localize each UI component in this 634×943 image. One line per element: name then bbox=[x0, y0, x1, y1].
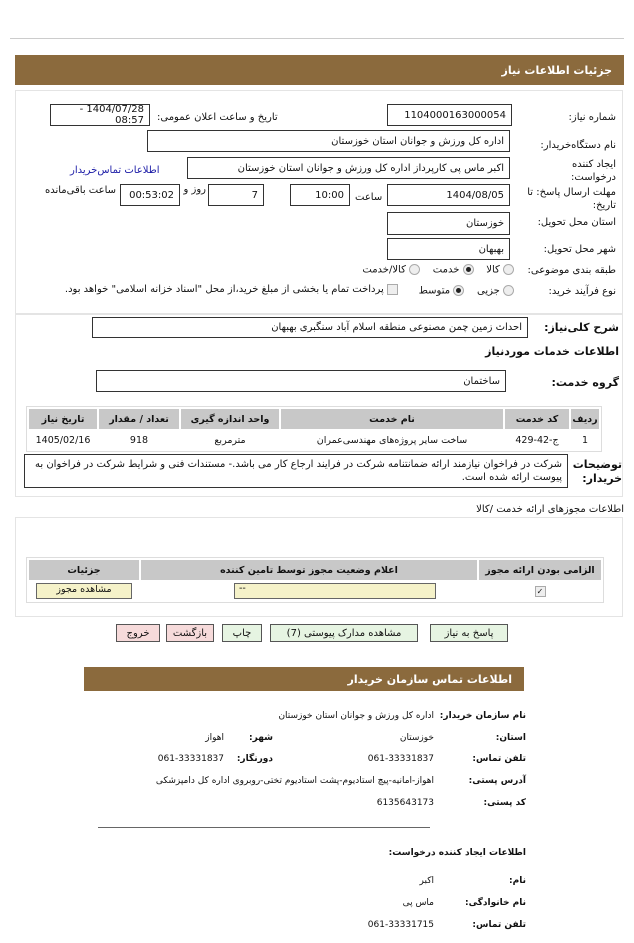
group-field: ساختمان bbox=[96, 370, 506, 392]
category-radio-goods[interactable] bbox=[503, 264, 514, 275]
postal-label: کد پستی: bbox=[483, 798, 526, 808]
process-radios bbox=[419, 285, 514, 297]
contact-header: اطلاعات تماس سازمان خریدار bbox=[84, 667, 524, 691]
radio-label: کالا/خدمت bbox=[362, 264, 406, 276]
city-value: اهواز bbox=[205, 733, 224, 743]
cell: مترمربع bbox=[214, 434, 246, 446]
notes-field: شرکت در فراخوان نیازمند ارائه ضمانتنامه شرکت در فرایند ارجاع کار می باشد.- مستندات فنی و شرایط شرکت در فراخوان به پیوست ارائه شده است. bbox=[24, 454, 568, 488]
fax-value: 061-33331837 bbox=[157, 754, 224, 764]
services-table bbox=[26, 406, 602, 452]
col-header: الزامی بودن ارائه مجوز bbox=[479, 560, 601, 580]
radio-label: خدمت bbox=[432, 264, 460, 276]
name-label: نام: bbox=[509, 876, 526, 886]
creator-label: ایجاد کننده درخواست: bbox=[571, 159, 616, 183]
radio-label: کالا bbox=[486, 264, 500, 276]
family-value: ماس پی bbox=[402, 898, 434, 908]
announce-label: تاریخ و ساعت اعلان عمومی: bbox=[157, 112, 278, 123]
notes-label: توضیحات خریدار: bbox=[572, 458, 622, 485]
col-header: اعلام وضعیت مجوز توسط تامین کننده bbox=[141, 560, 477, 580]
need-number-field: 1104000163000054 bbox=[387, 104, 512, 126]
col-header: ردیف bbox=[571, 409, 599, 429]
city-field: بهبهان bbox=[387, 238, 510, 260]
exit-button[interactable]: خروج bbox=[116, 624, 160, 642]
table-row bbox=[29, 582, 601, 600]
process-radio-minor[interactable] bbox=[503, 285, 514, 296]
cell: ج-42-429 bbox=[515, 434, 559, 446]
creator-field: اکبر ماس پی کارپرداز اداره کل ورزش و جوانان استان خوزستان bbox=[187, 157, 510, 179]
buyer-org-field: اداره کل ورزش و جوانان استان خوزستان bbox=[147, 130, 510, 152]
city-label: شهر: bbox=[249, 733, 273, 743]
province-field: خوزستان bbox=[387, 212, 510, 235]
org-label: نام سازمان خریدار: bbox=[439, 711, 526, 721]
days-label: روز و bbox=[183, 184, 206, 195]
col-header: تاریخ نیاز bbox=[29, 409, 97, 429]
announce-field: 1404/07/28 - 08:57 bbox=[50, 104, 150, 126]
cell: 1405/02/16 bbox=[35, 434, 91, 446]
view-permit-button[interactable]: مشاهده مجوز bbox=[36, 583, 132, 599]
phone-label: تلفن تماس: bbox=[472, 754, 526, 764]
process-radio-medium[interactable] bbox=[453, 285, 464, 296]
services-title: اطلاعات خدمات موردنیاز bbox=[485, 345, 619, 358]
table-row bbox=[29, 431, 599, 449]
category-radios bbox=[362, 264, 514, 276]
fax-label: دورنگار: bbox=[236, 754, 273, 764]
cell: 918 bbox=[129, 434, 149, 446]
permits-title: اطلاعات مجوزهای ارائه خدمت /کالا bbox=[476, 504, 624, 515]
city-label: شهر محل تحویل: bbox=[543, 244, 616, 255]
top-divider bbox=[10, 38, 624, 39]
family-label: نام خانوادگی: bbox=[464, 898, 526, 908]
address-value: اهواز-امانیه-پیچ استادیوم-پشت استادیوم تختی-روبروی اداره کل دامپزشکی bbox=[155, 776, 434, 786]
deadline-time-field: 10:00 bbox=[290, 184, 350, 206]
province-value: خوزستان bbox=[399, 733, 434, 743]
col-header: کد خدمت bbox=[505, 409, 569, 429]
contact-divider bbox=[98, 827, 430, 828]
province-label: استان: bbox=[495, 733, 526, 743]
reply-button[interactable]: پاسخ به نیاز bbox=[430, 624, 508, 642]
category-radio-service[interactable] bbox=[463, 264, 474, 275]
phone-value: 061-33331837 bbox=[367, 754, 434, 764]
creator-phone-value: 061-33331715 bbox=[367, 920, 434, 930]
name-value: اکبر bbox=[419, 876, 434, 886]
treasury-checkbox[interactable] bbox=[387, 284, 398, 295]
summary-label: شرح کلی‌نیاز: bbox=[544, 321, 619, 334]
need-number-label: شماره نیاز: bbox=[568, 112, 616, 123]
category-label: طبقه بندی موضوعی: bbox=[527, 265, 616, 276]
cell: ساخت سایر پروژه‌های مهندسی‌عمران bbox=[316, 434, 468, 446]
time-label: ساعت bbox=[355, 192, 383, 203]
print-button[interactable]: چاپ bbox=[222, 624, 262, 642]
address-label: آدرس پستی: bbox=[468, 776, 526, 786]
col-header: نام خدمت bbox=[281, 409, 503, 429]
remaining-label: ساعت باقی‌مانده bbox=[44, 185, 116, 196]
province-label: استان محل تحویل: bbox=[537, 217, 616, 228]
postal-value: 6135643173 bbox=[376, 798, 434, 808]
treasury-option bbox=[18, 283, 398, 296]
org-value: اداره کل ورزش و جوانان استان خوزستان bbox=[278, 711, 434, 721]
creator-phone-label: تلفن تماس: bbox=[472, 920, 526, 930]
col-header: تعداد / مقدار bbox=[99, 409, 179, 429]
buyer-org-label: نام دستگاه‌خریدار: bbox=[540, 140, 616, 151]
attachments-button[interactable]: مشاهده مدارک پیوستی (7) bbox=[270, 624, 418, 642]
category-radio-both[interactable] bbox=[409, 264, 420, 275]
creator-title: اطلاعات ایجاد کننده درخواست: bbox=[388, 848, 526, 858]
page-header: جزئیات اطلاعات نیاز bbox=[15, 55, 624, 85]
col-header: واحد اندازه گیری bbox=[181, 409, 279, 429]
process-label: نوع فرآیند خرید: bbox=[548, 286, 616, 297]
days-field: 7 bbox=[208, 184, 264, 206]
radio-label: جزیی bbox=[476, 285, 500, 297]
table-header-row bbox=[29, 560, 601, 580]
group-label: گروه خدمت: bbox=[551, 376, 619, 389]
table-header-row bbox=[29, 409, 599, 429]
summary-field: احداث زمین چمن مصنوعی منطقه اسلام آباد سنگبری بهبهان bbox=[92, 317, 528, 338]
permit-status-field[interactable]: -- bbox=[234, 583, 436, 599]
buyer-contact-link[interactable]: اطلاعات تماس‌خریدار bbox=[70, 165, 160, 176]
permit-required-checkbox: ✓ bbox=[535, 586, 546, 597]
col-header: جزئیات bbox=[29, 560, 139, 580]
deadline-date-field: 1404/08/05 bbox=[387, 184, 510, 206]
permits-table bbox=[26, 557, 604, 603]
remaining-field: 00:53:02 bbox=[120, 184, 180, 206]
cell: 1 bbox=[581, 434, 589, 446]
deadline-label: مهلت ارسال پاسخ: تا تاریخ: bbox=[527, 187, 616, 211]
radio-label: متوسط bbox=[418, 285, 451, 297]
treasury-text: پرداخت تمام یا بخشی از مبلغ خرید،از محل "اسناد خزانه اسلامی" خواهد بود. bbox=[64, 284, 384, 295]
back-button[interactable]: بازگشت bbox=[166, 624, 214, 642]
